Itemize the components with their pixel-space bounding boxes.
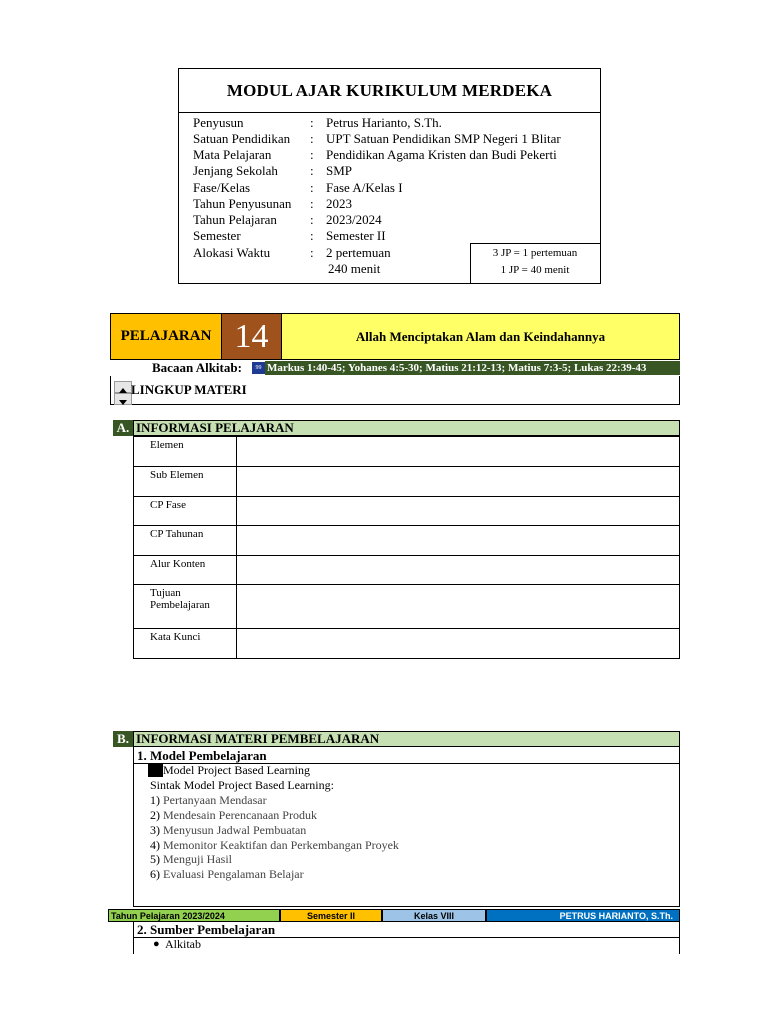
row-value-field[interactable] [236, 497, 679, 526]
row-label: Tujuan [150, 587, 181, 599]
row-value-field[interactable] [236, 526, 679, 556]
model-name: Model Project Based Learning [163, 763, 310, 777]
footer-author: PETRUS HARIANTO, S.Th. [486, 909, 680, 922]
info-value: 2023 [326, 196, 352, 211]
chevron-down-icon[interactable] [114, 393, 132, 405]
table-row [134, 526, 680, 556]
info-label: Alokasi Waktu [193, 245, 271, 260]
quote-icon: 99 [252, 362, 265, 374]
lingkup-stepper[interactable] [114, 381, 132, 405]
model-pembelajaran-heading: 1. Model Pembelajaran [137, 748, 267, 763]
info-colon: : [310, 163, 314, 178]
chevron-up-icon[interactable] [114, 381, 132, 393]
info-value: UPT Satuan Pendidikan SMP Negeri 1 Blitar [326, 131, 561, 146]
info-colon: : [310, 228, 314, 243]
row-label: Sub Elemen [134, 467, 237, 497]
list-item [150, 867, 304, 882]
info-colon: : [310, 180, 314, 195]
info-label: Penyusun [193, 115, 244, 130]
row-value-field[interactable] [236, 437, 679, 467]
info-label: Tahun Penyusunan [193, 196, 292, 211]
sumber-pembelajaran-heading: 2. Sumber Pembelajaran [137, 922, 276, 937]
info-value: Petrus Harianto, S.Th. [326, 115, 442, 130]
lingkup-materi-label: LINGKUP MATERI [131, 382, 247, 397]
info-label: Semester [193, 228, 241, 243]
table-row [134, 629, 680, 659]
black-square-icon [148, 764, 163, 777]
step-text: Menyusun Jadwal Pembuatan [160, 823, 307, 837]
bullet-icon: ● [153, 938, 160, 950]
info-value: Fase A/Kelas I [326, 180, 403, 195]
list-item [150, 838, 399, 853]
list-item [150, 793, 267, 808]
info-value: SMP [326, 163, 353, 178]
info-label: Satuan Pendidikan [193, 131, 291, 146]
info-label: Tahun Pelajaran [193, 212, 277, 227]
step-text: Pertanyaan Mendasar [160, 793, 267, 807]
table-row [134, 585, 680, 629]
step-number: 3) [150, 823, 160, 837]
step-text: Mendesain Perencanaan Produk [160, 808, 317, 822]
section-b-title: INFORMASI MATERI PEMBELAJARAN [133, 731, 680, 747]
row-label: Alur Konten [134, 556, 237, 585]
row-label: Kata Kunci [134, 629, 237, 659]
pelajaran-number: 14 [222, 313, 281, 360]
bacaan-alkitab-label: Bacaan Alkitab: [152, 360, 242, 375]
info-value: Semester II [326, 228, 386, 243]
module-title: MODUL AJAR KURIKULUM MERDEKA [179, 69, 600, 113]
section-b-letter: B. [113, 731, 133, 747]
pelajaran-title: Allah Menciptakan Alam dan Keindahannya [281, 313, 680, 360]
footer-semester: Semester II [280, 909, 382, 922]
module-header [178, 68, 601, 284]
row-label: CP Tahunan [134, 526, 237, 556]
divider [133, 937, 680, 938]
section-a-title: INFORMASI PELAJARAN [133, 420, 680, 436]
info-label: Fase/Kelas [193, 180, 251, 195]
step-number: 2) [150, 808, 160, 822]
info-colon: : [310, 212, 314, 227]
step-text: Memonitor Keaktifan dan Perkembangan Proyek [160, 838, 399, 852]
info-value: Pendidikan Agama Kristen dan Budi Pekerti [326, 147, 557, 162]
row-value-field[interactable] [236, 467, 679, 497]
sintak-heading: Sintak Model Project Based Learning: [150, 778, 334, 792]
info-value: 2 pertemuan [326, 245, 391, 260]
info-colon: : [310, 131, 314, 146]
info-colon: : [310, 245, 314, 260]
list-item [150, 808, 317, 823]
row-label-line2: Pembelajaran [150, 599, 210, 611]
row-value-field[interactable] [236, 629, 679, 659]
row-label: CP Fase [134, 497, 237, 526]
footer-kelas: Kelas VIII [382, 909, 486, 922]
list-item [150, 852, 232, 867]
section-a-letter: A. [113, 420, 133, 436]
alokasi-menit: 240 menit [328, 261, 381, 276]
row-label-tujuan [134, 585, 237, 629]
row-value-field[interactable] [236, 556, 679, 585]
info-value: 2023/2024 [326, 212, 382, 227]
info-colon: : [310, 147, 314, 162]
row-label: Elemen [134, 437, 237, 467]
step-number: 6) [150, 867, 160, 881]
step-text: Menguji Hasil [160, 852, 232, 866]
bacaan-alkitab-references: Markus 1:40-45; Yohanes 4:5-30; Matius 21:12-13; Matius 7:3-5; Lukas 22:39-43 [265, 361, 680, 375]
sumber-item: Alkitab [165, 937, 201, 951]
table-row [134, 497, 680, 526]
pelajaran-label: PELAJARAN [110, 313, 222, 360]
jp-conversion-box [470, 243, 601, 284]
list-item [150, 823, 306, 838]
informasi-pelajaran-table [133, 436, 680, 659]
step-number: 4) [150, 838, 160, 852]
table-row [134, 556, 680, 585]
table-row [134, 467, 680, 497]
step-text: Evaluasi Pengalaman Belajar [160, 867, 304, 881]
info-colon: : [310, 196, 314, 211]
info-label: Jenjang Sekolah [193, 163, 278, 178]
footer-tahun-pelajaran: Tahun Pelajaran 2023/2024 [108, 909, 280, 922]
jp-conversion-row: 1 JP = 40 menit [500, 264, 570, 276]
jp-conversion-row: 3 JP = 1 pertemuan [492, 247, 578, 259]
info-label: Mata Pelajaran [193, 147, 272, 162]
info-colon: : [310, 115, 314, 130]
table-row [134, 437, 680, 467]
step-number: 5) [150, 852, 160, 866]
step-number: 1) [150, 793, 160, 807]
row-value-field[interactable] [236, 585, 679, 629]
